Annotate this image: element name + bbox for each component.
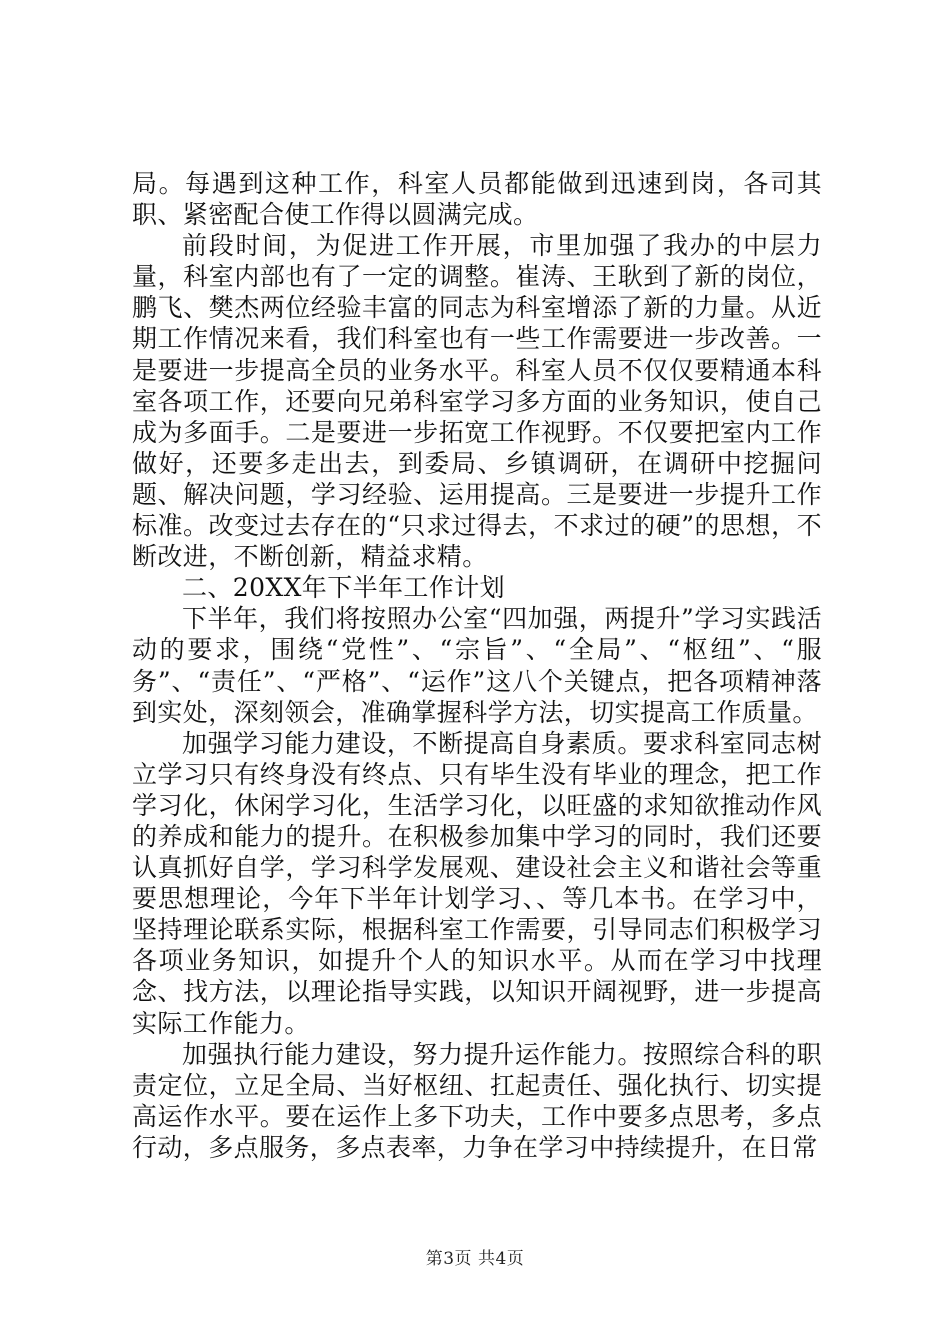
document-body bbox=[132, 168, 822, 1163]
section-heading-work-plan: 二、20XX年下半年工作计划 bbox=[182, 573, 506, 603]
paragraph-staff-adjustment: 前段时间，为促进工作开展，市里加强了我办的中层力量，科室内部也有了一定的调整。崔涛、王耿到了新的岗位，鹏飞、樊杰两位经验丰富的同志为科室增添了新的力量。从近期工作情况来看，我们科室也有一些工作需要进一步改善。一是要进一步提高全员的业务水平。科室人员不仅仅要精通本科室各项工作，还要向兄弟科室学习多方面的业务知识，使自己成为多面手。二是要进一步拓宽工作视野。不仅要把室内工作做好，还要多走出去，到委局、乡镇调研，在调研中挖掘问题、解决问题，学习经验、运用提高。三是要进一步提升工作标准。改变过去存在的“只求过得去，不求过的硬”的思想，不断改进，不断创新，精益求精。 bbox=[132, 231, 822, 572]
paragraph-execution-ability: 加强执行能力建设，努力提升运作能力。按照综合科的职责定位，立足全局、当好枢纽、扛起责任、强化执行、切实提高运作水平。要在运作上多下功夫，工作中要多点思考，多点行动，多点服务，多点表率，力争在学习中持续提升，在日常 bbox=[132, 1039, 822, 1162]
paragraph-continuation: 局。每遇到这种工作，科室人员都能做到迅速到岗，各司其职、紧密配合使工作得以圆满完成。 bbox=[132, 169, 822, 230]
paragraph-second-half-plan: 下半年，我们将按照办公室“四加强，两提升”学习实践活动的要求，围绕“党性”、“宗旨”、“全局”、“枢纽”、“服务”、“责任”、“严格”、“运作”这八个关键点，把各项精神落到实处，深刻领会，准确掌握科学方法，切实提高工作质量。 bbox=[132, 604, 822, 727]
paragraph-learning-ability: 加强学习能力建设，不断提高自身素质。要求科室同志树立学习只有终身没有终点、只有毕生没有毕业的理念，把工作学习化，休闲学习化，生活学习化，以旺盛的求知欲推动作风的养成和能力的提升。在积极参加集中学习的同时，我们还要认真抓好自学，学习科学发展观、建设社会主义和谐社会等重要思想理论，今年下半年计划学习、、等几本书。在学习中，坚持理论联系实际，根据科室工作需要，引导同志们积极学习各项业务知识，如提升个人的知识水平。从而在学习中找理念、找方法，以理论指导实践，以知识开阔视野，进一步提高实际工作能力。 bbox=[132, 728, 822, 1038]
page-number-footer: 第3页 共4页 bbox=[425, 1249, 525, 1269]
